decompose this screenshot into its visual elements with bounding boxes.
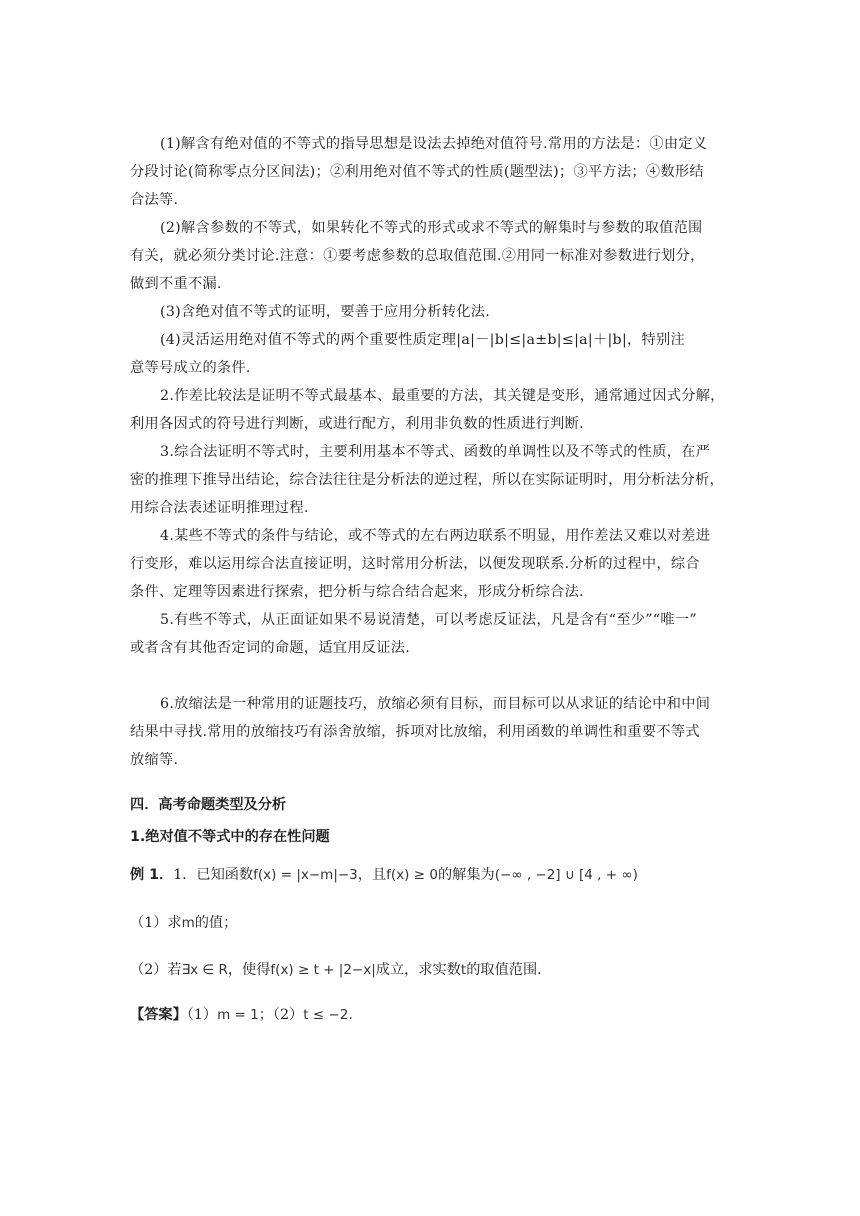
paragraph-line: 4.某些不等式的条件与结论，或不等式的左右两边联系不明显，用作差法又难以对差进 bbox=[160, 528, 711, 544]
paragraph bbox=[130, 214, 732, 298]
formula-fx: f(x) = |x−m|−3 bbox=[253, 867, 358, 883]
paragraph-line: (4)灵活运用绝对值不等式的两个重要性质定理|a|－|b|≤|a±b|≤|a|＋|b|，特别注 bbox=[160, 332, 685, 348]
formula-solution-set: (−∞ , −2] ∪ [4 , + ∞) bbox=[494, 867, 638, 883]
example-label: 例 1． bbox=[130, 867, 174, 883]
paragraph-line: (3)含绝对值不等式的证明，要善于应用分析转化法. bbox=[160, 304, 491, 320]
paragraph-line: 条件、定理等因素进行探索，把分析与综合结合起来，形成分析综合法. bbox=[130, 584, 584, 600]
answer-label: 【答案】 bbox=[130, 1007, 187, 1023]
paragraph bbox=[130, 298, 732, 326]
paragraph-line: 结果中寻找.常用的放缩技巧有添舍放缩，拆项对比放缩，利用函数的单调性和重要不等式 bbox=[130, 724, 700, 740]
paragraph-line: 利用各因式的符号进行判断，或进行配方，利用非负数的性质进行判断. bbox=[130, 416, 584, 432]
paragraph-line: 用综合法表述证明推理过程. bbox=[130, 500, 309, 516]
paragraph-line: 6.放缩法是一种常用的证题技巧，放缩必须有目标，而目标可以从求证的结论中和中间 bbox=[160, 696, 711, 712]
question-1: （1）求m的值； bbox=[130, 915, 238, 931]
paragraph-line: 合法等. bbox=[130, 192, 179, 208]
section-title: 四．高考命题类型及分析 bbox=[130, 797, 287, 813]
subsection-title: 1.绝对值不等式中的存在性问题 bbox=[130, 829, 330, 845]
formula-condition: f(x) ≥ 0 bbox=[386, 867, 438, 883]
paragraph-line: 3.综合法证明不等式时，主要利用基本不等式、函数的单调性以及不等式的性质，在严 bbox=[160, 444, 711, 460]
answer-line: 【答案】（1）m = 1；（2）t ≤ −2. bbox=[130, 1007, 353, 1023]
paragraph-line: 密的推理下推导出结论，综合法往往是分析法的逆过程，所以在实际证明时，用分析法分析， bbox=[130, 472, 724, 488]
paragraph-line: 有关，就必须分类讨论.注意：①要考虑参数的总取值范围.②用同一标准对参数进行划分， bbox=[130, 248, 705, 264]
paragraph bbox=[130, 382, 732, 438]
paragraph-line: 或者含有其他否定词的命题，适宜用反证法. bbox=[130, 640, 411, 656]
paragraph-line: 做到不重不漏. bbox=[130, 276, 222, 292]
paragraph-line: 分段讨论(简称零点分区间法)；②利用绝对值不等式的性质(题型法)；③平方法；④数形结 bbox=[130, 164, 704, 180]
paragraph-line: 2.作差比较法是证明不等式最基本、最重要的方法，其关键是变形，通常通过因式分解， bbox=[160, 388, 725, 404]
paragraph-line: (1)解含有绝对值的不等式的指导思想是设法去掉绝对值符号.常用的方法是：①由定义 bbox=[160, 136, 708, 152]
paragraph-line: 行变形，难以运用综合法直接证明，这时常用分析法，以便发现联系.分析的过程中，综合 bbox=[130, 556, 700, 572]
paragraph bbox=[130, 522, 732, 606]
paragraph-line: 5.有些不等式，从正面证如果不易说清楚，可以考虑反证法，凡是含有“至少”“唯一” bbox=[160, 612, 697, 628]
paragraph bbox=[130, 326, 732, 382]
question-2: （2）若∃x ∈ R，使得f(x) ≥ t + |2−x|成立，求实数t的取值范围. bbox=[130, 962, 542, 978]
paragraph-line: (2)解含参数的不等式，如果转化不等式的形式或求不等式的解集时与参数的取值范围 bbox=[160, 220, 703, 236]
paragraph-line: 意等号成立的条件. bbox=[130, 360, 251, 376]
paragraph bbox=[130, 606, 732, 662]
paragraph bbox=[130, 690, 732, 774]
paragraph bbox=[130, 130, 732, 214]
example-1: 例 1．1．已知函数f(x) = |x−m|−3，且f(x) ≥ 0的解集为(−∞ , −2] ∪ [4 , + ∞) bbox=[130, 867, 638, 883]
paragraph bbox=[130, 438, 732, 522]
paragraph-line: 放缩等. bbox=[130, 752, 179, 768]
